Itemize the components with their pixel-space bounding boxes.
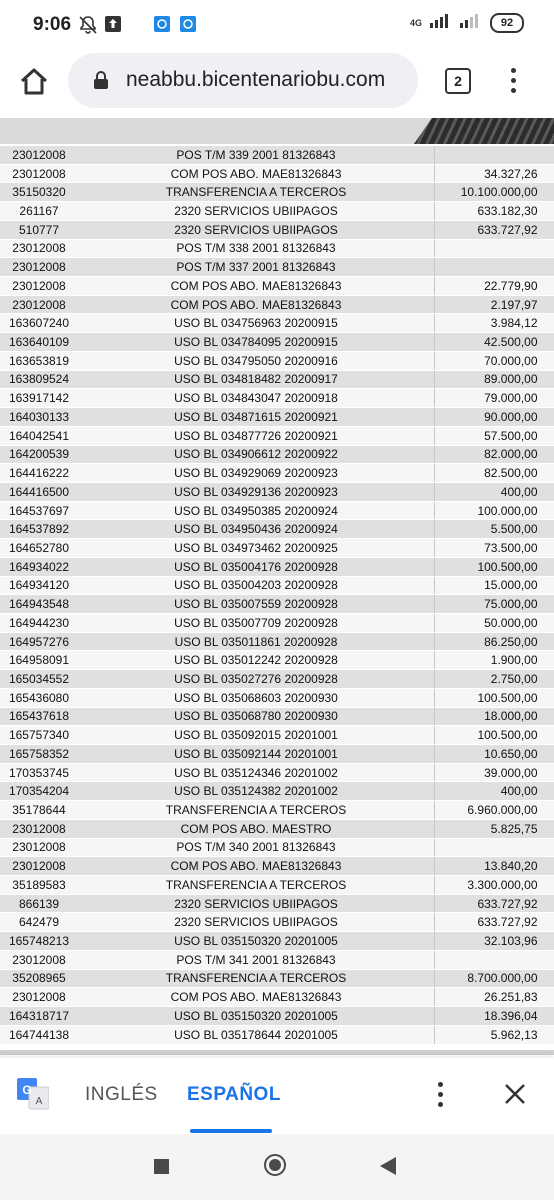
transaction-description: COM POS ABO. MAESTRO — [78, 819, 435, 838]
transaction-ref: 35208965 — [0, 969, 78, 988]
home-nav-icon[interactable] — [264, 1154, 286, 1176]
transaction-ref: 164537697 — [0, 501, 78, 520]
transaction-description: USO BL 035092144 20201001 — [78, 745, 435, 764]
table-row — [0, 539, 554, 558]
transaction-description: USO BL 035004176 20200928 — [78, 557, 435, 576]
transaction-ref: 165034552 — [0, 670, 78, 689]
transaction-amount: 100.500,00 — [435, 688, 554, 707]
transaction-ref: 164416222 — [0, 464, 78, 483]
transaction-amount: 82.500,00 — [435, 464, 554, 483]
transaction-amount: 18.396,04 — [435, 1007, 554, 1026]
transaction-description: POS T/M 338 2001 81326843 — [78, 239, 435, 258]
transaction-description: 2320 SERVICIOS UBIIPAGOS — [78, 202, 435, 221]
transaction-ref: 164943548 — [0, 595, 78, 614]
table-row — [0, 782, 554, 801]
transaction-ref: 165748213 — [0, 932, 78, 951]
transaction-description: USO BL 035068780 20200930 — [78, 707, 435, 726]
transaction-ref: 35150320 — [0, 183, 78, 202]
tab-switcher-button[interactable]: 2 — [445, 68, 471, 94]
transaction-description: USO BL 034795050 20200916 — [78, 351, 435, 370]
transaction-description: USO BL 035178644 20201005 — [78, 1025, 435, 1044]
transaction-amount: 10.100.000,00 — [435, 183, 554, 202]
transaction-amount: 34.327,26 — [435, 164, 554, 183]
table-row — [0, 950, 554, 969]
table-row — [0, 894, 554, 913]
table-row — [0, 988, 554, 1007]
table-row — [0, 688, 554, 707]
transaction-ref: 163640109 — [0, 333, 78, 352]
transaction-description: USO BL 034877726 20200921 — [78, 426, 435, 445]
transaction-ref: 164537892 — [0, 520, 78, 539]
transaction-description: USO BL 035011861 20200928 — [78, 632, 435, 651]
transaction-ref: 163653819 — [0, 351, 78, 370]
transaction-ref: 164934120 — [0, 576, 78, 595]
table-row — [0, 670, 554, 689]
table-row — [0, 838, 554, 857]
browser-toolbar — [0, 50, 554, 116]
transactions-table-body — [0, 146, 554, 1044]
table-row — [0, 389, 554, 408]
transaction-amount: 73.500,00 — [435, 539, 554, 558]
table-row — [0, 370, 554, 389]
transaction-ref: 165436080 — [0, 688, 78, 707]
table-row — [0, 501, 554, 520]
table-row — [0, 408, 554, 427]
transaction-description: TRANSFERENCIA A TERCEROS — [78, 183, 435, 202]
svg-text:G: G — [22, 1083, 32, 1097]
table-row — [0, 819, 554, 838]
transaction-amount: 57.500,00 — [435, 426, 554, 445]
transaction-description: TRANSFERENCIA A TERCEROS — [78, 801, 435, 820]
transaction-description: USO BL 035004203 20200928 — [78, 576, 435, 595]
transaction-amount: 18.000,00 — [435, 707, 554, 726]
lock-icon[interactable] — [93, 70, 109, 95]
table-row — [0, 595, 554, 614]
transaction-amount: 32.103,96 — [435, 932, 554, 951]
transaction-description: USO BL 035007559 20200928 — [78, 595, 435, 614]
transaction-ref: 164416500 — [0, 482, 78, 501]
table-row — [0, 745, 554, 764]
transaction-amount: 400,00 — [435, 482, 554, 501]
transaction-amount: 13.840,20 — [435, 857, 554, 876]
page-header-banner — [0, 118, 554, 144]
transaction-ref: 23012008 — [0, 857, 78, 876]
table-row — [0, 520, 554, 539]
transaction-amount: 5.825,75 — [435, 819, 554, 838]
transaction-description: USO BL 035012242 20200928 — [78, 651, 435, 670]
transaction-description: USO BL 035150320 20201005 — [78, 932, 435, 951]
transaction-amount: 100.500,00 — [435, 726, 554, 745]
transaction-description: USO BL 035150320 20201005 — [78, 1007, 435, 1026]
table-row — [0, 1007, 554, 1026]
transaction-description: COM POS ABO. MAE81326843 — [78, 857, 435, 876]
transaction-ref: 163917142 — [0, 389, 78, 408]
transaction-amount: 70.000,00 — [435, 351, 554, 370]
transaction-ref: 164200539 — [0, 445, 78, 464]
table-row — [0, 258, 554, 277]
transaction-amount: 15.000,00 — [435, 576, 554, 595]
transaction-ref: 23012008 — [0, 838, 78, 857]
transaction-description: USO BL 035027276 20200928 — [78, 670, 435, 689]
url-text[interactable]: neabbu.bicentenariobu.com — [126, 68, 386, 91]
table-row — [0, 351, 554, 370]
transaction-ref: 642479 — [0, 913, 78, 932]
table-row — [0, 763, 554, 782]
transaction-description: USO BL 034906612 20200922 — [78, 445, 435, 464]
table-row — [0, 932, 554, 951]
transaction-ref: 170353745 — [0, 763, 78, 782]
transaction-description: USO BL 035124382 20201002 — [78, 782, 435, 801]
table-row — [0, 239, 554, 258]
transaction-amount: 2.197,97 — [435, 295, 554, 314]
table-row — [0, 576, 554, 595]
transaction-ref: 23012008 — [0, 258, 78, 277]
transaction-description: USO BL 035007709 20200928 — [78, 613, 435, 632]
transaction-description: USO BL 034784095 20200915 — [78, 333, 435, 352]
table-row — [0, 464, 554, 483]
transaction-ref: 23012008 — [0, 146, 78, 164]
transaction-amount — [435, 258, 554, 277]
transaction-amount: 5.962,13 — [435, 1025, 554, 1044]
transaction-ref: 23012008 — [0, 239, 78, 258]
transaction-ref: 35189583 — [0, 876, 78, 895]
transaction-amount: 8.700.000,00 — [435, 969, 554, 988]
transaction-description: COM POS ABO. MAE81326843 — [78, 164, 435, 183]
transaction-ref: 35178644 — [0, 801, 78, 820]
transaction-amount — [435, 239, 554, 258]
transaction-amount: 100.000,00 — [435, 501, 554, 520]
translate-bar — [0, 1058, 554, 1134]
transaction-amount — [435, 146, 554, 164]
table-row — [0, 333, 554, 352]
transaction-description: USO BL 034929136 20200923 — [78, 482, 435, 501]
network-type: 4G — [409, 17, 422, 28]
table-row — [0, 482, 554, 501]
table-row — [0, 426, 554, 445]
table-row — [0, 314, 554, 333]
transaction-amount: 42.500,00 — [435, 333, 554, 352]
app-notification-icon — [179, 15, 197, 38]
table-row — [0, 801, 554, 820]
transaction-amount: 50.000,00 — [435, 613, 554, 632]
table-row — [0, 857, 554, 876]
table-row — [0, 1025, 554, 1044]
table-row — [0, 876, 554, 895]
transaction-ref: 164944230 — [0, 613, 78, 632]
home-icon[interactable] — [16, 64, 52, 100]
status-indicators — [410, 12, 524, 33]
transaction-amount: 39.000,00 — [435, 763, 554, 782]
transaction-ref: 165757340 — [0, 726, 78, 745]
transaction-amount: 75.000,00 — [435, 595, 554, 614]
address-bar[interactable] — [68, 53, 418, 108]
transaction-description: TRANSFERENCIA A TERCEROS — [78, 969, 435, 988]
transaction-amount — [435, 950, 554, 969]
transaction-amount: 633.727,92 — [435, 220, 554, 239]
transaction-description: USO BL 034818482 20200917 — [78, 370, 435, 389]
table-row — [0, 726, 554, 745]
table-row — [0, 969, 554, 988]
transaction-ref: 163809524 — [0, 370, 78, 389]
source-language-tab[interactable]: INGLÉS — [85, 1084, 158, 1105]
transaction-amount: 26.251,83 — [435, 988, 554, 1007]
table-row — [0, 277, 554, 296]
banner-stripe — [414, 118, 554, 144]
translate-options-icon[interactable] — [436, 1082, 444, 1108]
recent-apps-icon[interactable] — [154, 1159, 169, 1174]
google-translate-icon — [17, 1078, 49, 1110]
transaction-description: USO BL 034843047 20200918 — [78, 389, 435, 408]
table-row — [0, 913, 554, 932]
transaction-ref: 23012008 — [0, 819, 78, 838]
close-icon[interactable] — [503, 1082, 527, 1106]
upload-icon — [104, 15, 122, 38]
table-row — [0, 651, 554, 670]
transaction-amount: 633.727,92 — [435, 913, 554, 932]
transaction-description: COM POS ABO. MAE81326843 — [78, 295, 435, 314]
transaction-ref: 164652780 — [0, 539, 78, 558]
transaction-amount: 6.960.000,00 — [435, 801, 554, 820]
transaction-ref: 164958091 — [0, 651, 78, 670]
table-row — [0, 164, 554, 183]
transaction-amount: 10.650,00 — [435, 745, 554, 764]
transaction-description: USO BL 034950385 20200924 — [78, 501, 435, 520]
transaction-ref: 23012008 — [0, 988, 78, 1007]
transaction-ref: 510777 — [0, 220, 78, 239]
transaction-amount: 400,00 — [435, 782, 554, 801]
table-row — [0, 202, 554, 221]
transaction-description: USO BL 034973462 20200925 — [78, 539, 435, 558]
transaction-ref: 163607240 — [0, 314, 78, 333]
transaction-ref: 164744138 — [0, 1025, 78, 1044]
table-bottom-edge — [0, 1050, 554, 1055]
transaction-ref: 23012008 — [0, 295, 78, 314]
transaction-amount: 633.727,92 — [435, 894, 554, 913]
transaction-ref: 170354204 — [0, 782, 78, 801]
transaction-amount: 5.500,00 — [435, 520, 554, 539]
transactions-table — [0, 146, 554, 1045]
transaction-description: USO BL 034950436 20200924 — [78, 520, 435, 539]
transaction-description: 2320 SERVICIOS UBIIPAGOS — [78, 220, 435, 239]
notifications-muted-icon — [78, 15, 98, 40]
system-navigation-bar — [0, 1134, 554, 1200]
table-row — [0, 146, 554, 164]
transaction-ref: 261167 — [0, 202, 78, 221]
table-row — [0, 557, 554, 576]
transaction-amount: 82.000,00 — [435, 445, 554, 464]
transaction-description: 2320 SERVICIOS UBIIPAGOS — [78, 913, 435, 932]
table-row — [0, 445, 554, 464]
table-row — [0, 613, 554, 632]
transaction-amount: 89.000,00 — [435, 370, 554, 389]
transaction-amount — [435, 838, 554, 857]
back-icon[interactable] — [380, 1157, 396, 1175]
transaction-ref: 164042541 — [0, 426, 78, 445]
transaction-amount: 1.900,00 — [435, 651, 554, 670]
transaction-ref: 866139 — [0, 894, 78, 913]
transaction-amount: 2.750,00 — [435, 670, 554, 689]
transaction-description: USO BL 035068603 20200930 — [78, 688, 435, 707]
transaction-ref: 165758352 — [0, 745, 78, 764]
transaction-description: USO BL 034929069 20200923 — [78, 464, 435, 483]
app-notification-icon — [153, 15, 171, 38]
transaction-ref: 23012008 — [0, 950, 78, 969]
active-tab-indicator — [190, 1129, 272, 1133]
table-row — [0, 220, 554, 239]
transaction-description: USO BL 035124346 20201002 — [78, 763, 435, 782]
svg-text:A: A — [35, 1096, 43, 1107]
transaction-amount: 3.984,12 — [435, 314, 554, 333]
transaction-description: USO BL 034756963 20200915 — [78, 314, 435, 333]
transaction-ref: 23012008 — [0, 277, 78, 296]
transaction-description: TRANSFERENCIA A TERCEROS — [78, 876, 435, 895]
transaction-description: 2320 SERVICIOS UBIIPAGOS — [78, 894, 435, 913]
transaction-amount: 3.300.000,00 — [435, 876, 554, 895]
transaction-amount: 86.250,00 — [435, 632, 554, 651]
status-bar — [0, 0, 554, 50]
transaction-amount: 633.182,30 — [435, 202, 554, 221]
battery-indicator: 92 — [490, 13, 524, 33]
target-language-tab[interactable]: ESPAÑOL — [187, 1084, 281, 1105]
transaction-ref: 23012008 — [0, 164, 78, 183]
table-row — [0, 707, 554, 726]
transaction-amount: 22.779,90 — [435, 277, 554, 296]
transaction-ref: 164318717 — [0, 1007, 78, 1026]
transaction-description: COM POS ABO. MAE81326843 — [78, 988, 435, 1007]
signal-icon — [430, 12, 452, 33]
table-row — [0, 183, 554, 202]
transaction-ref: 165437618 — [0, 707, 78, 726]
transaction-description: POS T/M 341 2001 81326843 — [78, 950, 435, 969]
transaction-description: POS T/M 337 2001 81326843 — [78, 258, 435, 277]
transaction-description: POS T/M 339 2001 81326843 — [78, 146, 435, 164]
transaction-amount: 100.500,00 — [435, 557, 554, 576]
transaction-description: POS T/M 340 2001 81326843 — [78, 838, 435, 857]
transaction-ref: 164934022 — [0, 557, 78, 576]
transaction-description: USO BL 035092015 20201001 — [78, 726, 435, 745]
more-options-icon[interactable] — [508, 68, 518, 94]
status-time: 9:06 — [33, 14, 72, 35]
transaction-amount: 79.000,00 — [435, 389, 554, 408]
transaction-ref: 164957276 — [0, 632, 78, 651]
transaction-description: USO BL 034871615 20200921 — [78, 408, 435, 427]
transaction-amount: 90.000,00 — [435, 408, 554, 427]
signal-icon — [460, 12, 482, 33]
transaction-description: COM POS ABO. MAE81326843 — [78, 277, 435, 296]
table-row — [0, 295, 554, 314]
table-row — [0, 632, 554, 651]
transaction-ref: 164030133 — [0, 408, 78, 427]
